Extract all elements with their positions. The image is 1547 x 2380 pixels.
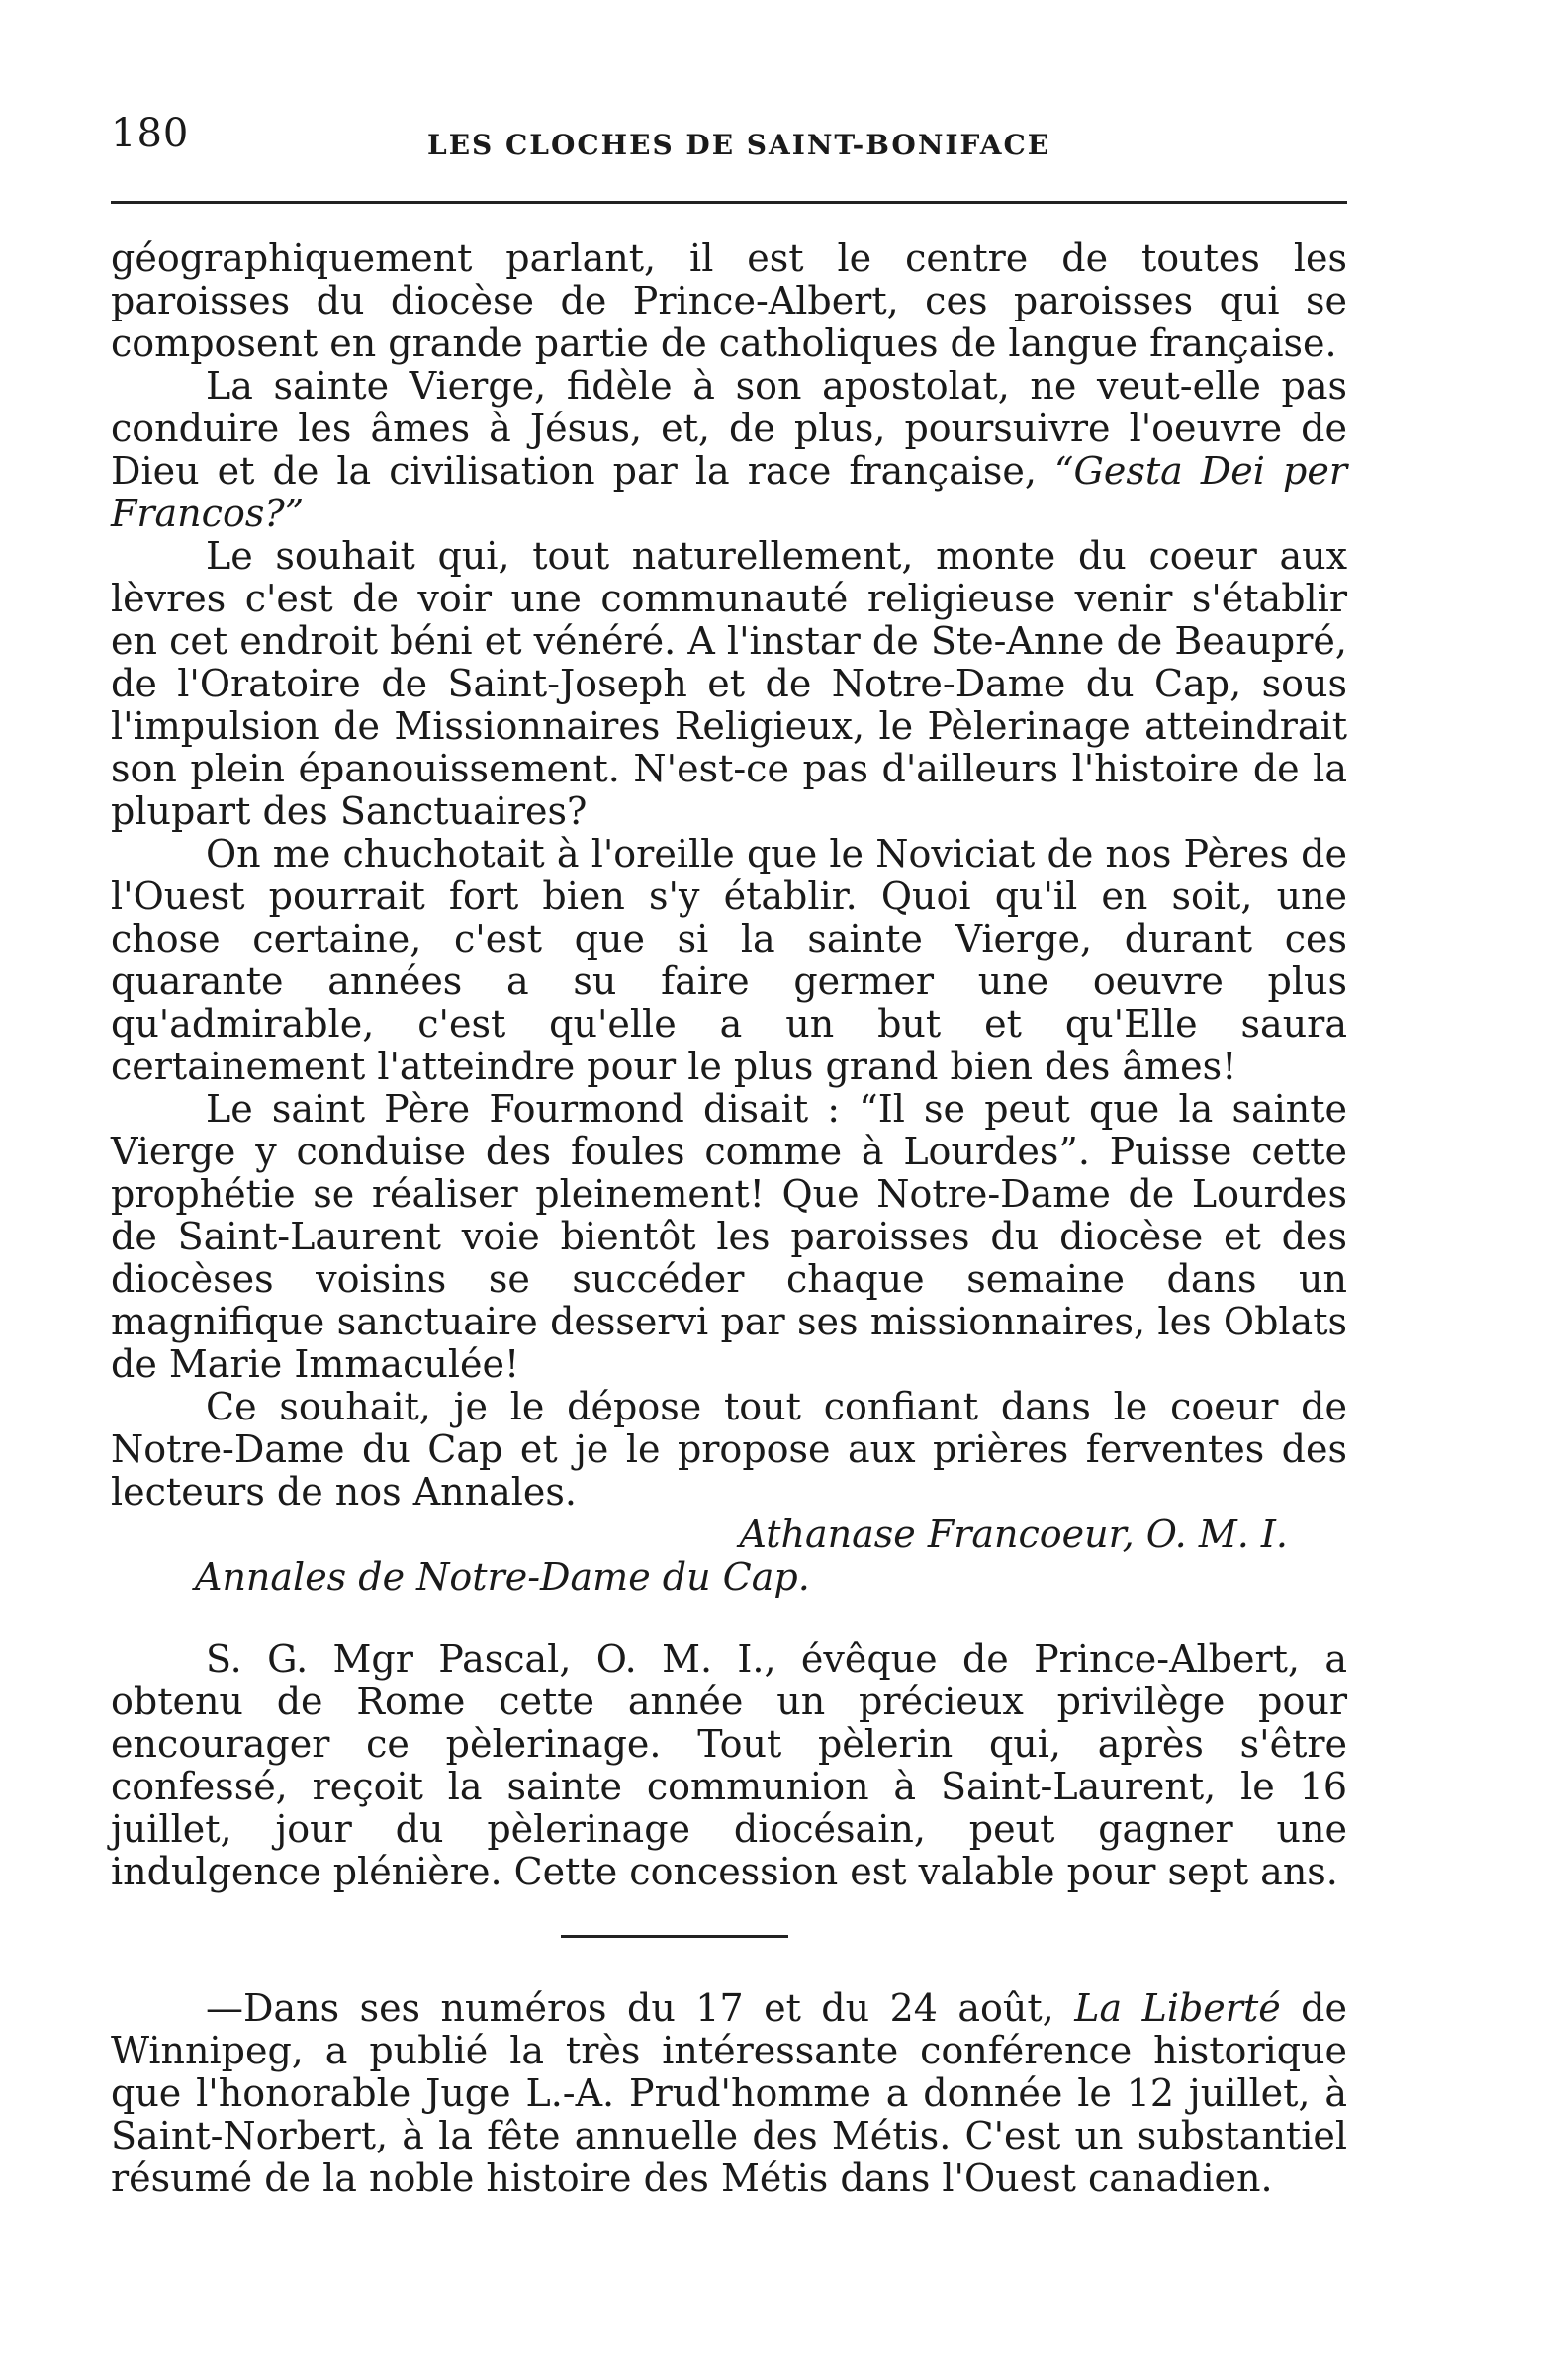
header-rule [111,201,1347,204]
paragraph-1: géographiquement parlant, il est le centre de toutes les paroisses du diocèse de Prince-Albert, ces paroisses qui se composent en grande partie de catholiques de langue française. [111,236,1347,365]
signature-source: Annales de Notre-Dame du Cap. [195,1555,810,1599]
paragraph-5: Le saint Père Fourmond disait : “Il se peut que la sainte Vierge y conduise des foules comme à Lourdes”. Puisse cette prophétie se réaliser pleinement! Que Notre-Dame de Lourdes de Saint-Laurent voie bientôt les paroisses du diocèse et des diocèses voisins se succéder chaque semaine dans un magnifique sanctuaire desservi par ses missionnaires, les Oblats de Marie Immaculée! [111,1087,1347,1386]
paragraph-2-text: La sainte Vierge, fidèle à son apostolat, ne veut-elle pas conduire les âmes à Jésus, et, de plus, poursuivre l'oeuvre de Dieu et de la civilisation par la race française, [111,364,1347,493]
paragraph-8 [111,1987,1347,2200]
page-body [111,237,1347,2200]
page-number: 180 [111,111,190,156]
running-title: LES CLOCHES DE SAINT-BONIFACE [427,129,1051,161]
paragraph-3: Le souhait qui, tout naturellement, monte du coeur aux lèvres c'est de voir une communauté religieuse venir s'établir en cet endroit béni et vénéré. A l'instar de Ste-Anne de Beaupré, de l'Oratoire de Saint-Joseph et de Notre-Dame du Cap, sous l'impulsion de Missionnaires Religieux, le Pèlerinage atteindrait son plein épanouissement. N'est-ce pas d'ailleurs l'histoire de la plupart des Sanctuaires? [111,534,1347,833]
paragraph-7: S. G. Mgr Pascal, O. M. I., évêque de Prince-Albert, a obtenu de Rome cette année un précieux privilège pour encourager ce pèlerinage. Tout pèlerin qui, après s'être confessé, reçoit la sainte communion à Saint-Laurent, le 16 juillet, jour du pèlerinage diocésain, peut gagner une indulgence plénière. Cette concession est valable pour sept ans. [111,1637,1347,1893]
newspaper-title: La Liberté [1074,1986,1281,2030]
paragraph-2 [111,365,1347,535]
paragraph-8-end: de Winnipeg, a publié la très intéressante conférence historique que l'honorable Juge L.-A. Prud'homme a donnée le 12 juillet, à Saint-Norbert, à la fête annuelle des Métis. C'est un substantiel résumé de la noble histoire des Métis dans l'Ouest canadien. [111,1986,1347,2200]
paragraph-8-start: —Dans ses numéros du 17 et du 24 août, [206,1986,1075,2030]
paragraph-4: On me chuchotait à l'oreille que le Noviciat de nos Pères de l'Ouest pourrait fort bien s'y établir. Quoi qu'il en soit, une chose certaine, c'est que si la sainte Vierge, durant ces quarante années a su faire germer une oeuvre plus qu'admirable, c'est qu'elle a un but et qu'Elle saura certainement l'atteindre pour le plus grand bien des âmes! [111,832,1347,1088]
latin-quote: “Gesta Dei per Francos?” [111,449,1347,535]
paragraph-6: Ce souhait, je le dépose tout confiant dans le coeur de Notre-Dame du Cap et je le propose aux prières ferventes des lecteurs de nos Annales. [111,1385,1347,1513]
section-gap [111,1599,1347,1638]
section-divider [561,1935,788,1938]
signature-author: Athanase Francoeur, O. M. I. [739,1512,1288,1556]
page-header [111,111,1347,170]
